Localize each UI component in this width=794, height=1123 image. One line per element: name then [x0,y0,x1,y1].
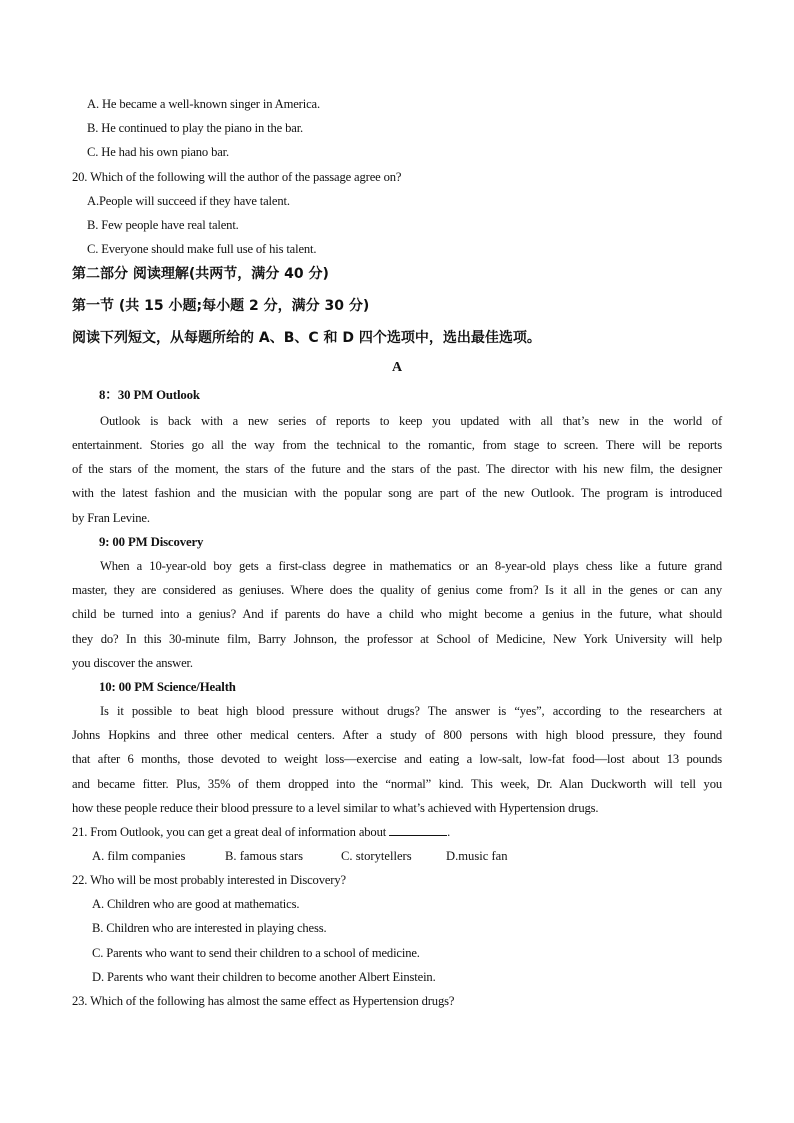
q23-stem: 23. Which of the following has almost the same effect as Hypertension drugs? [72,994,455,1008]
science-line: Johns Hopkins and three other medical centers. After a study of 800 persons with high blood pressure, they found [72,728,722,742]
q20-option-b: B. Few people have real talent. [87,218,239,232]
q22-option-c: C. Parents who want to send their children to a school of medicine. [92,946,420,960]
outlook-line: Outlook is back with a new series of reports to keep you updated with all that’s new in the world of [100,414,722,428]
q21-stem [72,820,722,844]
science-line: how these people reduce their blood pressure to a level similar to what’s achieved with Hypertension drugs. [72,801,599,815]
discovery-line: master, they are considered as geniuses. Where does the quality of genius come from? Is it all in the genes or can any [72,583,722,597]
q19-option-b: B. He continued to play the piano in the bar. [87,121,304,135]
q21-option-a: A. film companies [92,849,186,863]
section-part-heading: 第二部分 阅读理解(共两节，满分 40 分) [72,266,329,282]
q21-option-d: D.music fan [446,849,508,863]
q21-option-c: C. storytellers [341,849,412,863]
science-line: and became fitter. Plus, 35% of them dropped into the “normal” kind. This week, Dr. Alan Duckworth will tell you [72,777,722,791]
science-line: Is it possible to beat high blood pressure without drugs? The answer is “yes”, according to the researchers at [100,704,722,718]
outlook-line: with the latest fashion and the musician with the popular song are part of the new Outlook. The program is introduced [72,486,722,500]
q22-stem: 22. Who will be most probably interested in Discovery? [72,873,346,887]
science-line: that after 6 months, those devoted to weight loss—exercise and eating a low-salt, low-fat food—lost about 13 pounds [72,752,722,766]
outlook-line: by Fran Levine. [72,511,150,525]
passage-label: A [392,360,402,375]
discovery-line: they do? In this 30-minute film, Barry Johnson, the professor at School of Medicine, New York University will help [72,632,722,646]
q19-option-a: A. He became a well-known singer in America. [87,97,320,111]
program-title-discovery: 9: 00 PM Discovery [99,535,204,549]
q21-option-b: B. famous stars [225,849,304,863]
q20-option-c: C. Everyone should make full use of his talent. [87,242,317,256]
section-subsection-heading: 第一节 (共 15 小题;每小题 2 分，满分 30 分) [72,298,370,314]
outlook-line: entertainment. Stories go all the way from the technical to the romantic, from stage to screen. There will be reports [72,438,722,452]
q20-option-a: A.People will succeed if they have talent. [87,194,290,208]
q21-options-row [92,844,508,868]
q22-option-b: B. Children who are interested in playing chess. [92,921,327,935]
section-instruction: 阅读下列短文，从每题所给的 A、B、C 和 D 四个选项中，选出最佳选项。 [72,330,541,346]
q22-option-d: D. Parents who want their children to become another Albert Einstein. [92,970,436,984]
q21-answer-blank [389,823,447,836]
program-title-science-health: 10: 00 PM Science/Health [99,680,236,694]
discovery-line: When a 10-year-old boy gets a first-class degree in mathematics or an 8-year-old plays chess like a future grand [100,559,722,573]
q19-option-c: C. He had his own piano bar. [87,145,230,159]
outlook-line: of the stars of the moment, the stars of the future and the stars of the past. The director with his new film, the designer [72,462,722,476]
program-title-outlook: 8：30 PM Outlook [99,388,200,402]
discovery-line: child be turned into a genius? And if parents do have a child who might become a genius in the future, what should [72,607,722,621]
q21-stem-end: . [447,825,451,839]
q21-stem-text: 21. From Outlook, you can get a great deal of information about [72,825,390,839]
discovery-line: you discover the answer. [72,656,193,670]
q22-option-a: A. Children who are good at mathematics. [92,897,300,911]
q20-stem: 20. Which of the following will the author of the passage agree on? [72,170,402,184]
